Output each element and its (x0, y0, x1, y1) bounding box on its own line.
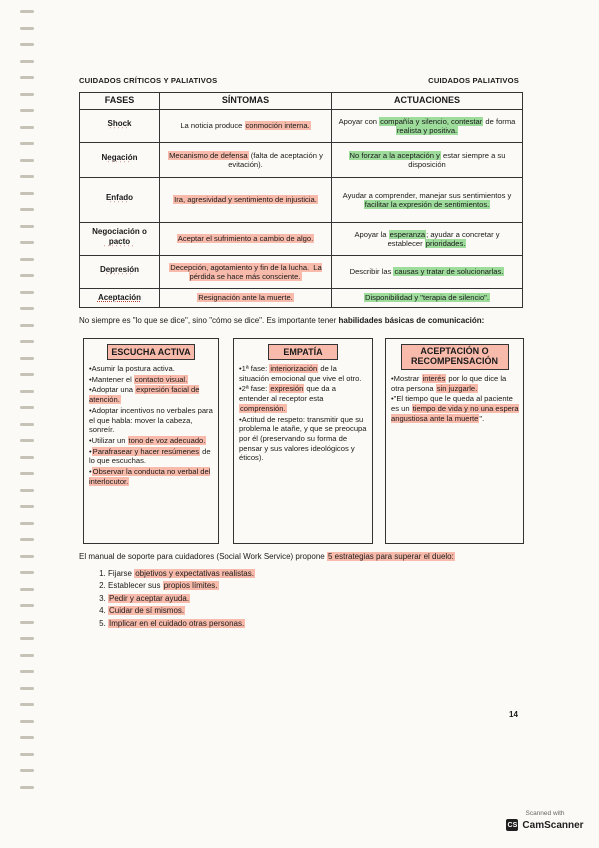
phase-cell: Enfado ˙˙˙˙˙ (80, 178, 160, 223)
text: Fijarse (108, 569, 135, 578)
text: Apoyar la (354, 229, 389, 239)
table-row (80, 178, 523, 223)
camscanner-brand: CamScanner (522, 819, 584, 831)
highlight: Implicar en el cuidado otras personas. (109, 618, 245, 628)
box-title: ESCUCHA ACTIVA (107, 344, 195, 360)
list-item (391, 374, 519, 393)
outro-paragraph (79, 552, 529, 561)
table-row (80, 289, 523, 308)
action-cell (332, 256, 523, 289)
highlight: La pérdida se hace más consciente. (189, 262, 322, 281)
highlight: Resignación ante la muerte. (198, 293, 293, 303)
highlight: compañía y silencio, contestar (380, 116, 483, 126)
text: de lo que escuchas. (89, 446, 211, 466)
highlight: causas y tratar de solucionarlas. (394, 267, 504, 277)
text: •"El tiempo que le queda al paciente es un (391, 394, 513, 413)
list-item (108, 593, 255, 605)
action-cell (332, 178, 523, 223)
text: •Mostrar (391, 373, 422, 383)
escucha-activa-box (83, 338, 219, 544)
highlight: tiempo de vida y no una espera angustiosa ante la muerte (391, 403, 519, 423)
phases-table (79, 92, 523, 308)
outro-text: El manual de soporte para cuidadores (Social Work Service) propone (79, 552, 327, 561)
table-row (80, 110, 523, 143)
list-item (108, 618, 255, 630)
list-item (89, 406, 214, 435)
highlight: propios límites. (163, 581, 218, 591)
highlight: Disponibilidad y "terapia de silencio". (364, 293, 489, 303)
aceptacion-list (386, 374, 523, 424)
text: •Adoptar incentivos no verbales para el que habla: mover la cabeza, sonreír. (89, 405, 213, 435)
highlight: Parafrasear y hacer resúmenes (92, 446, 200, 456)
highlight: realista y positiva. (396, 126, 458, 135)
phase-name: Negociación o pacto (92, 226, 147, 246)
escucha-list (84, 364, 218, 487)
symptom-cell (160, 289, 332, 308)
aceptacion-box (385, 338, 524, 544)
list-item (89, 467, 214, 486)
text: •Utilizar un (89, 436, 128, 446)
text: •Asumir la postura activa. (89, 364, 175, 373)
camscanner-watermark (500, 810, 590, 842)
highlight: Decepción, agotamiento y fin de la lucha. (170, 262, 310, 272)
text: de forma (483, 116, 516, 126)
phase-name: Enfado (105, 192, 134, 202)
highlight: Pedir y aceptar ayuda. (109, 593, 190, 603)
highlight: interés (422, 373, 446, 383)
highlight: No forzar a la aceptación y (349, 150, 440, 160)
header-fases: FASES (80, 93, 160, 110)
phase-cell: Negación ˙˙˙˙˙˙ (80, 143, 160, 178)
text: • (89, 446, 92, 456)
intro-text: No siempre es "lo que se dice", sino "cómo se dice". Es importante tener (79, 316, 339, 325)
highlight: Ira, agresividad y sentimiento de injusticia. (174, 195, 317, 205)
highlight: contacto visual. (134, 374, 188, 384)
table-row (80, 143, 523, 178)
highlight: Aceptar el sufrimiento a cambio de algo. (177, 234, 314, 244)
phase-cell: Depresión ˙˙˙˙˙˙˙ (80, 256, 160, 289)
list-item (89, 447, 214, 466)
empatia-box (233, 338, 373, 544)
highlight: facilitar la expresión de sentimientos. (364, 200, 490, 209)
list-item (89, 364, 214, 374)
table-row (80, 256, 523, 289)
text: Apoyar con (338, 116, 380, 126)
highlight: comprensión. (240, 403, 286, 413)
page-number: 14 (509, 710, 518, 719)
camscanner-icon: CS (506, 819, 518, 831)
symptom-cell (160, 143, 332, 178)
list-item (391, 394, 519, 423)
list-item (239, 415, 368, 464)
text: estar siempre a su disposición (408, 150, 506, 169)
list-item (239, 364, 368, 383)
phase-cell (80, 289, 160, 308)
highlight: Cuidar de sí mismos. (109, 606, 185, 616)
header-sintomas: SÍNTOMAS (160, 93, 332, 110)
header-left: CUIDADOS CRÍTICOS Y PALIATIVOS (79, 76, 218, 85)
text: por lo que dice la otra persona (391, 373, 507, 393)
highlight: expresión (270, 384, 304, 394)
list-item (108, 605, 255, 617)
intro-bold: habilidades básicas de comunicación: (338, 316, 485, 325)
phase-name: Depresión (99, 264, 140, 274)
highlight: sin juzgarle. (436, 383, 478, 393)
action-cell (332, 289, 523, 308)
list-item (89, 375, 214, 385)
highlight: tono de voz adecuado. (128, 436, 206, 446)
action-cell (332, 110, 523, 143)
symptom-cell (160, 178, 332, 223)
header-right: CUIDADOS PALIATIVOS (428, 76, 519, 85)
list-item (89, 385, 214, 404)
phase-cell: Shock ˙˙˙˙˙ (80, 110, 160, 143)
text: •1ª fase: (239, 364, 270, 373)
empatia-list (234, 364, 372, 463)
text: •Adoptar una (89, 385, 136, 395)
phase-name: Aceptación (97, 293, 142, 302)
symptom-cell (160, 223, 332, 256)
list-item (239, 384, 368, 413)
highlight: expresión facial de atención. (89, 385, 200, 405)
text: ; ayudar a concretar y establecer (387, 229, 500, 248)
text: •2ª fase: (239, 384, 270, 394)
phase-name: Shock (107, 118, 132, 128)
highlight: interiorización (270, 364, 318, 373)
box-title: ACEPTACIÓN O RECOMPENSACIÓN (401, 344, 509, 370)
highlight: Mecanismo de defensa (169, 150, 248, 160)
highlight: esperanza (389, 229, 426, 239)
scanned-with-text: Scanned with (525, 810, 565, 817)
box-title: EMPATÍA (268, 344, 338, 360)
highlight: objetivos y expectativas realistas. (135, 569, 254, 578)
list-item (108, 580, 255, 592)
symptom-cell (160, 110, 332, 143)
highlight: prioridades. (425, 239, 466, 248)
text: que da a entender al receptor esta (239, 384, 336, 404)
text: •Actitud de respeto: transmitir que su problema le atañe, y que se preocupa por él (preservando su forma de pensar y sus valores ideológicos y éticos). (239, 414, 367, 463)
text: Establecer sus (108, 581, 163, 591)
text: Describir las (349, 267, 394, 277)
intro-paragraph (79, 316, 529, 325)
action-cell (332, 223, 523, 256)
highlight: conmoción interna. (245, 121, 310, 131)
text: ". (479, 413, 485, 423)
symptom-cell (160, 256, 332, 289)
table-row (80, 223, 523, 256)
highlight: Observar la conducta no verbal del interlocutor. (89, 467, 211, 486)
header-actuaciones: ACTUACIONES (332, 93, 523, 110)
list-item (89, 436, 214, 446)
phase-cell: Negociación o pacto ˙˙˙˙˙˙˙˙ (80, 223, 160, 256)
text: •Mantener el (89, 374, 134, 384)
strategies-list (90, 568, 255, 630)
action-cell (332, 143, 523, 178)
phase-name: Negación (101, 152, 138, 162)
list-item (108, 568, 255, 580)
highlight: 5 estrategias para superar el duelo: (327, 552, 454, 561)
text: Ayudar a comprender, manejar sus sentimientos y (342, 190, 512, 200)
text: (falta de aceptación y evitación). (228, 150, 323, 169)
text: de la situación emocional que vive el otro. (239, 364, 362, 383)
text: La noticia produce (180, 121, 245, 131)
camscanner-logo (500, 819, 590, 831)
text: • (89, 467, 92, 477)
